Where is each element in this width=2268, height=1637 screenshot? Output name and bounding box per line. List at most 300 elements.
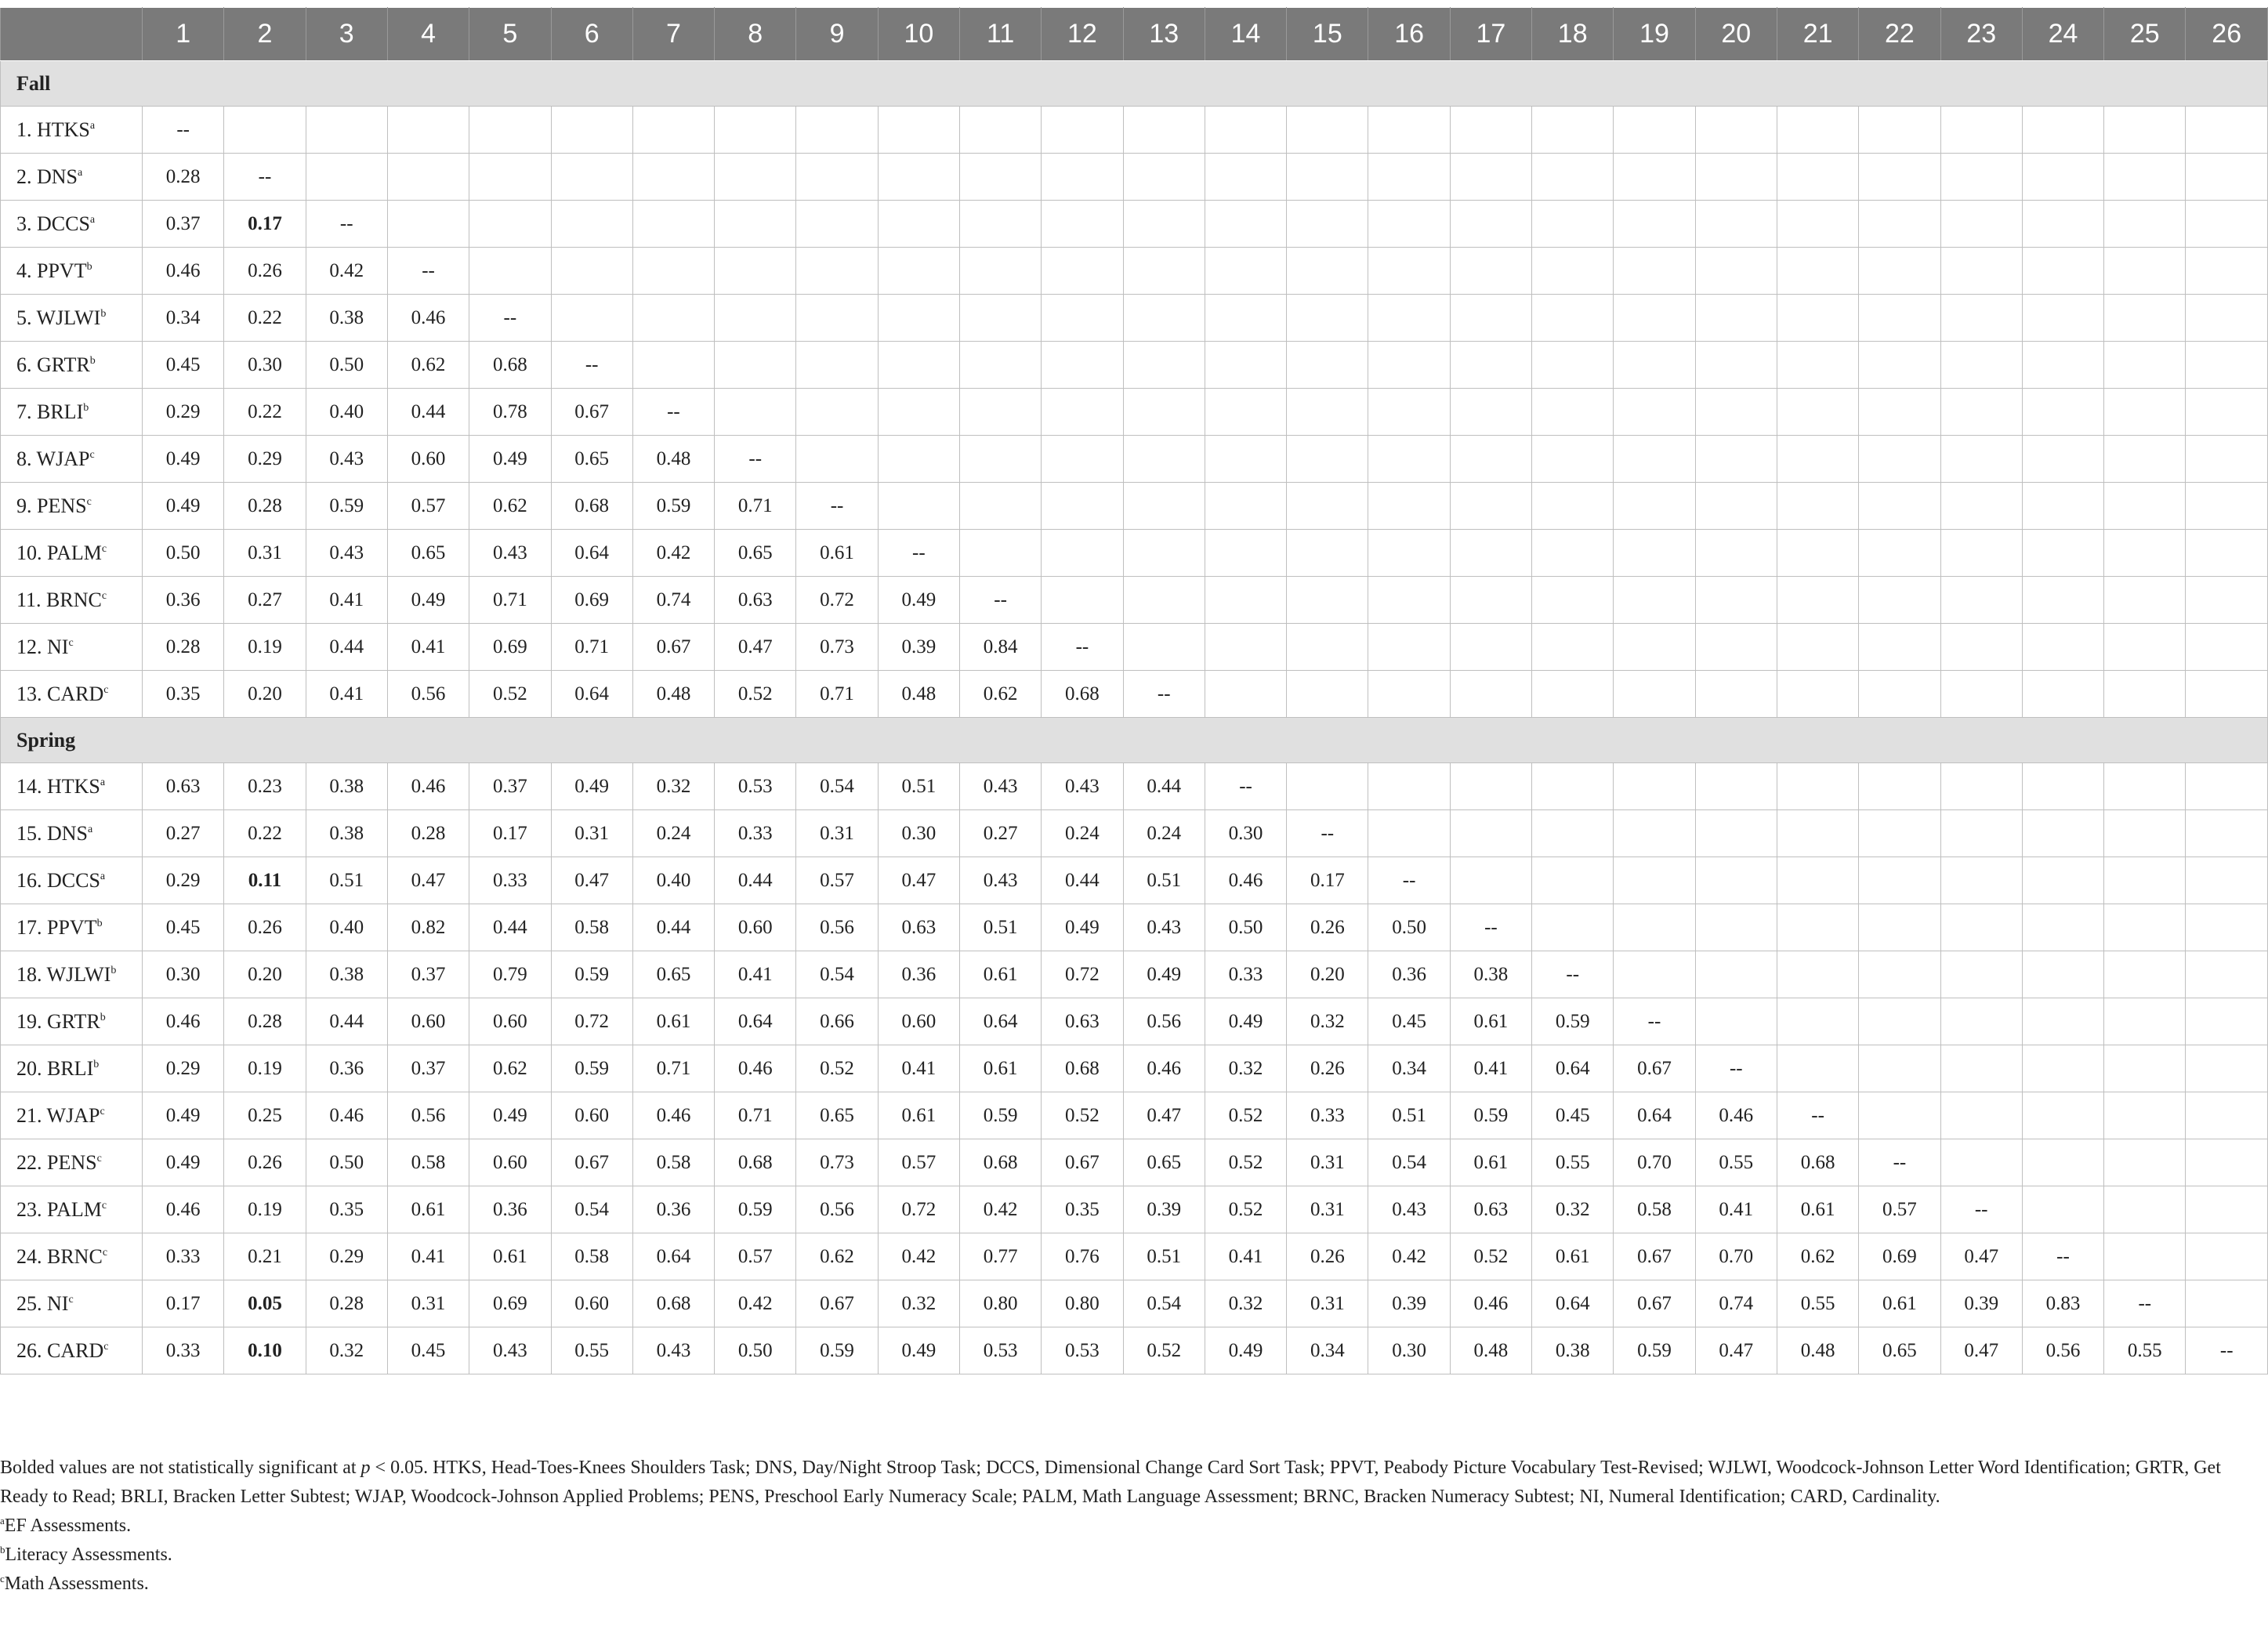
table-cell: 0.39 (1368, 1280, 1450, 1327)
row-label-text: 26. CARD (16, 1338, 104, 1362)
table-cell: -- (2186, 1327, 2268, 1374)
row-label-text: 21. WJAP (16, 1103, 100, 1127)
table-cell: 0.28 (224, 483, 306, 530)
row-label (1, 1092, 143, 1139)
column-header: 9 (796, 8, 878, 61)
table-cell (2186, 201, 2268, 248)
row-label-text: 24. BRNC (16, 1244, 103, 1268)
table-cell: 0.43 (306, 436, 387, 483)
table-cell: 0.37 (469, 763, 551, 810)
table-cell (1287, 107, 1368, 154)
table-cell (1287, 577, 1368, 624)
table-cell (387, 154, 469, 201)
table-cell (1614, 154, 1695, 201)
row-label-text: 3. DCCS (16, 212, 90, 235)
table-cell (2104, 530, 2186, 577)
table-cell: 0.30 (1368, 1327, 1450, 1374)
table-cell (1287, 154, 1368, 201)
table-cell: 0.31 (1287, 1139, 1368, 1186)
table-cell (1450, 295, 1531, 342)
table-cell: -- (469, 295, 551, 342)
column-header: 15 (1287, 8, 1368, 61)
table-cell (1042, 295, 1123, 342)
row-label-superscript: c (101, 589, 107, 602)
table-cell (1777, 763, 1858, 810)
table-cell: 0.49 (551, 763, 632, 810)
table-cell (1205, 248, 1286, 295)
table-cell (1777, 998, 1858, 1045)
table-cell (2186, 483, 2268, 530)
table-cell: 0.45 (143, 342, 224, 389)
table-cell: 0.67 (551, 1139, 632, 1186)
table-cell: 0.37 (387, 1045, 469, 1092)
table-cell: 0.17 (469, 810, 551, 857)
table-cell: 0.54 (796, 763, 878, 810)
table-cell (1042, 154, 1123, 201)
table-cell (1205, 295, 1286, 342)
table-cell: 0.42 (878, 1233, 959, 1280)
table-cell (1940, 763, 2022, 810)
table-cell (1859, 248, 1940, 295)
table-cell: 0.57 (715, 1233, 796, 1280)
table-cell: 0.49 (387, 577, 469, 624)
table-cell (1940, 951, 2022, 998)
table-cell (2186, 998, 2268, 1045)
table-cell: 0.31 (1287, 1280, 1368, 1327)
table-cell: 0.59 (796, 1327, 878, 1374)
table-cell (1368, 295, 1450, 342)
table-cell: 0.64 (1532, 1045, 1614, 1092)
table-cell: 0.48 (1450, 1327, 1531, 1374)
table-cell: 0.60 (551, 1092, 632, 1139)
table-cell (1368, 810, 1450, 857)
table-cell: 0.52 (715, 671, 796, 718)
table-cell: 0.59 (959, 1092, 1041, 1139)
table-cell: 0.43 (1368, 1186, 1450, 1233)
table-cell (1287, 530, 1368, 577)
table-cell (2022, 624, 2103, 671)
table-cell (632, 248, 714, 295)
table-cell (1205, 436, 1286, 483)
table-cell (1614, 857, 1695, 904)
column-header: 2 (224, 8, 306, 61)
table-cell: 0.38 (1450, 951, 1531, 998)
table-cell (2186, 389, 2268, 436)
table-cell: -- (959, 577, 1041, 624)
table-cell: 0.58 (551, 1233, 632, 1280)
footnote-mark: a (0, 1515, 5, 1527)
table-cell: 0.56 (387, 671, 469, 718)
table-cell (1940, 998, 2022, 1045)
table-cell: -- (1777, 1092, 1858, 1139)
table-cell (1940, 342, 2022, 389)
table-cell (1859, 483, 1940, 530)
table-cell: 0.62 (796, 1233, 878, 1280)
correlation-table (0, 7, 2268, 1374)
table-cell: 0.65 (715, 530, 796, 577)
row-label (1, 1327, 143, 1374)
table-cell: 0.41 (878, 1045, 959, 1092)
table-cell (1859, 154, 1940, 201)
table-cell: 0.27 (224, 577, 306, 624)
table-cell: 0.62 (1777, 1233, 1858, 1280)
table-cell: 0.65 (551, 436, 632, 483)
table-cell: 0.74 (1695, 1280, 1777, 1327)
table-cell (1614, 671, 1695, 718)
table-cell (1123, 342, 1205, 389)
table-cell (959, 342, 1041, 389)
table-cell: 0.59 (632, 483, 714, 530)
table-cell (2104, 1186, 2186, 1233)
table-cell (2186, 436, 2268, 483)
table-cell: 0.52 (1123, 1327, 1205, 1374)
table-cell (1532, 201, 1614, 248)
table-cell (1205, 624, 1286, 671)
column-header: 23 (1940, 8, 2022, 61)
table-cell: 0.20 (1287, 951, 1368, 998)
table-cell (1695, 577, 1777, 624)
table-cell: 0.56 (796, 904, 878, 951)
table-cell (2022, 857, 2103, 904)
table-cell: 0.65 (1123, 1139, 1205, 1186)
table-cell: 0.31 (387, 1280, 469, 1327)
table-cell: 0.44 (715, 857, 796, 904)
table-cell (1859, 857, 1940, 904)
table-cell: 0.71 (469, 577, 551, 624)
table-cell (1940, 577, 2022, 624)
table-cell (1614, 530, 1695, 577)
table-cell (1777, 436, 1858, 483)
table-cell: 0.61 (469, 1233, 551, 1280)
table-cell (1287, 483, 1368, 530)
table-cell (1450, 342, 1531, 389)
table-cell (1123, 248, 1205, 295)
table-cell (1287, 248, 1368, 295)
table-cell (1042, 530, 1123, 577)
table-cell: 0.63 (1042, 998, 1123, 1045)
table-cell: 0.33 (143, 1233, 224, 1280)
table-cell: 0.49 (143, 1092, 224, 1139)
column-header: 19 (1614, 8, 1695, 61)
table-cell (1532, 107, 1614, 154)
table-cell: 0.63 (715, 577, 796, 624)
table-cell: 0.22 (224, 295, 306, 342)
table-cell (1777, 577, 1858, 624)
table-cell: -- (878, 530, 959, 577)
table-cell: 0.23 (224, 763, 306, 810)
column-header: 4 (387, 8, 469, 61)
table-cell: -- (1859, 1139, 1940, 1186)
row-label-text: 20. BRLI (16, 1056, 94, 1080)
footnote-text: EF Assessments. (4, 1516, 132, 1536)
row-label (1, 483, 143, 530)
table-cell: 0.43 (306, 530, 387, 577)
table-cell (1777, 248, 1858, 295)
table-cell: 0.68 (959, 1139, 1041, 1186)
table-cell (959, 107, 1041, 154)
table-cell: 0.54 (551, 1186, 632, 1233)
table-cell: 0.38 (306, 810, 387, 857)
table-cell: 0.49 (1205, 998, 1286, 1045)
table-cell: 0.51 (1123, 1233, 1205, 1280)
table-cell: 0.22 (224, 810, 306, 857)
table-cell: 0.62 (387, 342, 469, 389)
table-cell (1042, 201, 1123, 248)
table-cell (1614, 295, 1695, 342)
table-cell: -- (1614, 998, 1695, 1045)
table-cell: 0.32 (878, 1280, 959, 1327)
table-cell (1859, 763, 1940, 810)
table-row (1, 436, 2268, 483)
table-cell (1777, 810, 1858, 857)
table-cell: 0.46 (143, 998, 224, 1045)
table-cell: 0.71 (551, 624, 632, 671)
table-cell (387, 201, 469, 248)
table-cell (1695, 107, 1777, 154)
row-label-text: 17. PPVT (16, 915, 97, 939)
table-cell (1695, 857, 1777, 904)
table-cell (796, 107, 878, 154)
table-cell: 0.40 (632, 857, 714, 904)
table-cell (715, 201, 796, 248)
row-label (1, 389, 143, 436)
row-label-text: 25. NI (16, 1291, 69, 1315)
table-cell (1940, 154, 2022, 201)
table-row (1, 1327, 2268, 1374)
table-cell: 0.24 (632, 810, 714, 857)
table-cell: 0.38 (306, 763, 387, 810)
table-cell: 0.44 (1042, 857, 1123, 904)
table-cell: 0.52 (1042, 1092, 1123, 1139)
row-label (1, 530, 143, 577)
table-cell (1287, 763, 1368, 810)
table-cell: 0.79 (469, 951, 551, 998)
column-header: 22 (1859, 8, 1940, 61)
column-header: 12 (1042, 8, 1123, 61)
table-cell: 0.49 (143, 1139, 224, 1186)
table-cell: 0.60 (387, 436, 469, 483)
table-cell: -- (551, 342, 632, 389)
table-cell: 0.46 (632, 1092, 714, 1139)
table-cell (959, 201, 1041, 248)
table-cell: 0.49 (878, 1327, 959, 1374)
table-cell (2186, 577, 2268, 624)
table-cell (878, 201, 959, 248)
row-label (1, 671, 143, 718)
table-cell (1695, 671, 1777, 718)
table-cell: 0.46 (1450, 1280, 1531, 1327)
table-cell (1777, 530, 1858, 577)
table-cell (1614, 624, 1695, 671)
table-cell: 0.61 (796, 530, 878, 577)
table-cell: 0.73 (796, 624, 878, 671)
row-label (1, 342, 143, 389)
table-cell (1368, 154, 1450, 201)
table-cell (632, 154, 714, 201)
table-cell (551, 107, 632, 154)
table-cell: 0.05 (224, 1280, 306, 1327)
table-cell: 0.49 (878, 577, 959, 624)
table-cell: -- (1368, 857, 1450, 904)
table-cell: 0.71 (715, 1092, 796, 1139)
footnote-c (0, 1570, 2241, 1599)
table-cell: 0.67 (1614, 1045, 1695, 1092)
table-cell: 0.45 (143, 904, 224, 951)
table-row (1, 624, 2268, 671)
table-cell: 0.36 (632, 1186, 714, 1233)
table-cell (1940, 295, 2022, 342)
row-label (1, 624, 143, 671)
column-header: 16 (1368, 8, 1450, 61)
table-cell: -- (224, 154, 306, 201)
table-cell: 0.25 (224, 1092, 306, 1139)
table-cell: 0.64 (959, 998, 1041, 1045)
table-cell: 0.29 (224, 436, 306, 483)
section-row (1, 718, 2268, 763)
table-cell (1940, 904, 2022, 951)
column-header: 21 (1777, 8, 1858, 61)
table-cell: 0.63 (878, 904, 959, 951)
table-cell: 0.67 (1614, 1280, 1695, 1327)
column-header: 26 (2186, 8, 2268, 61)
table-cell: -- (306, 201, 387, 248)
row-label-text: 19. GRTR (16, 1009, 100, 1033)
table-row (1, 1139, 2268, 1186)
table-cell: 0.42 (1368, 1233, 1450, 1280)
table-cell (796, 154, 878, 201)
notes-main-rest: < 0.05. HTKS, Head-Toes-Knees Shoulders Task; DNS, Day/Night Stroop Task; DCCS, Dimensional Change Card Sort Task; PPVT, Peabody Picture Vocabulary Test-Revised; WJLWI, Woodcock-Johnson Letter Word Identification; GRTR, Get Ready to Read; BRLI, Bracken Letter Subtest; WJAP, Woodcock-Johnson Applied Problems; PENS, Preschool Early Numeracy Scale; PALM, Math Language Assessment; BRNC, Bracken Numeracy Subtest; NI, Numeral Identification; CARD, Cardinality. (0, 1458, 2221, 1507)
table-cell (1123, 389, 1205, 436)
table-cell: 0.43 (632, 1327, 714, 1374)
table-cell: 0.52 (1205, 1186, 1286, 1233)
column-header: 14 (1205, 8, 1286, 61)
table-cell: -- (796, 483, 878, 530)
table-cell: 0.45 (1532, 1092, 1614, 1139)
table-cell (1123, 436, 1205, 483)
table-cell (2104, 154, 2186, 201)
table-cell: 0.61 (1532, 1233, 1614, 1280)
table-cell: 0.50 (715, 1327, 796, 1374)
table-cell: 0.42 (959, 1186, 1041, 1233)
table-cell (959, 154, 1041, 201)
table-cell: 0.36 (469, 1186, 551, 1233)
table-cell (1614, 483, 1695, 530)
table-cell: 0.68 (632, 1280, 714, 1327)
table-cell (1859, 107, 1940, 154)
table-cell (2186, 857, 2268, 904)
row-label (1, 951, 143, 998)
table-cell: 0.64 (715, 998, 796, 1045)
table-cell (2104, 810, 2186, 857)
table-cell (2104, 671, 2186, 718)
table-cell (2022, 295, 2103, 342)
table-cell (1614, 904, 1695, 951)
table-cell: 0.57 (387, 483, 469, 530)
table-cell (715, 389, 796, 436)
table-cell: 0.57 (1859, 1186, 1940, 1233)
table-cell (1859, 530, 1940, 577)
table-cell (2104, 201, 2186, 248)
row-label (1, 248, 143, 295)
row-label-text: 10. PALM (16, 541, 102, 564)
table-cell: 0.32 (632, 763, 714, 810)
row-label-superscript: b (86, 260, 92, 273)
row-label-text: 15. DNS (16, 821, 89, 845)
table-cell: 0.71 (632, 1045, 714, 1092)
table-cell: 0.17 (1287, 857, 1368, 904)
row-label-text: 22. PENS (16, 1150, 97, 1174)
footnote-mark: b (0, 1544, 5, 1556)
table-cell (2104, 107, 2186, 154)
table-cell (2104, 342, 2186, 389)
row-label-superscript: c (102, 1246, 108, 1259)
table-cell (551, 154, 632, 201)
table-cell: 0.21 (224, 1233, 306, 1280)
table-cell: 0.41 (306, 577, 387, 624)
table-cell (1123, 530, 1205, 577)
header-row (1, 8, 2268, 61)
table-cell (1450, 530, 1531, 577)
table-cell: 0.34 (143, 295, 224, 342)
table-cell: 0.69 (551, 577, 632, 624)
table-cell: 0.46 (387, 295, 469, 342)
row-label-superscript: c (68, 1293, 74, 1306)
row-label (1, 295, 143, 342)
row-label (1, 107, 143, 154)
table-cell (715, 342, 796, 389)
table-cell: 0.62 (469, 483, 551, 530)
table-cell: 0.61 (632, 998, 714, 1045)
table-cell (1532, 248, 1614, 295)
table-cell: 0.28 (224, 998, 306, 1045)
table-cell (1859, 998, 1940, 1045)
table-row (1, 1045, 2268, 1092)
table-cell (1614, 107, 1695, 154)
table-cell: 0.64 (551, 530, 632, 577)
row-label-superscript: b (96, 917, 103, 929)
table-cell: 0.32 (1287, 998, 1368, 1045)
table-cell (1123, 483, 1205, 530)
row-label-text: 8. WJAP (16, 447, 90, 470)
table-cell (1614, 389, 1695, 436)
table-cell (1695, 389, 1777, 436)
table-cell (1368, 624, 1450, 671)
table-cell: 0.61 (1777, 1186, 1858, 1233)
table-cell (1614, 342, 1695, 389)
table-cell: 0.67 (1042, 1139, 1123, 1186)
table-cell (2022, 951, 2103, 998)
table-cell (1940, 248, 2022, 295)
table-cell: 0.43 (959, 857, 1041, 904)
column-header: 7 (632, 8, 714, 61)
table-cell: 0.28 (143, 624, 224, 671)
table-row (1, 998, 2268, 1045)
table-cell (1450, 577, 1531, 624)
table-cell: 0.26 (224, 904, 306, 951)
table-cell (1859, 810, 1940, 857)
table-cell: 0.32 (1532, 1186, 1614, 1233)
table-cell (1450, 201, 1531, 248)
table-cell (1940, 530, 2022, 577)
table-cell: 0.37 (387, 951, 469, 998)
table-cell (1695, 201, 1777, 248)
table-cell: 0.61 (387, 1186, 469, 1233)
table-cell: 0.49 (143, 436, 224, 483)
table-cell (1123, 295, 1205, 342)
column-header: 5 (469, 8, 551, 61)
table-row (1, 248, 2268, 295)
row-label (1, 810, 143, 857)
